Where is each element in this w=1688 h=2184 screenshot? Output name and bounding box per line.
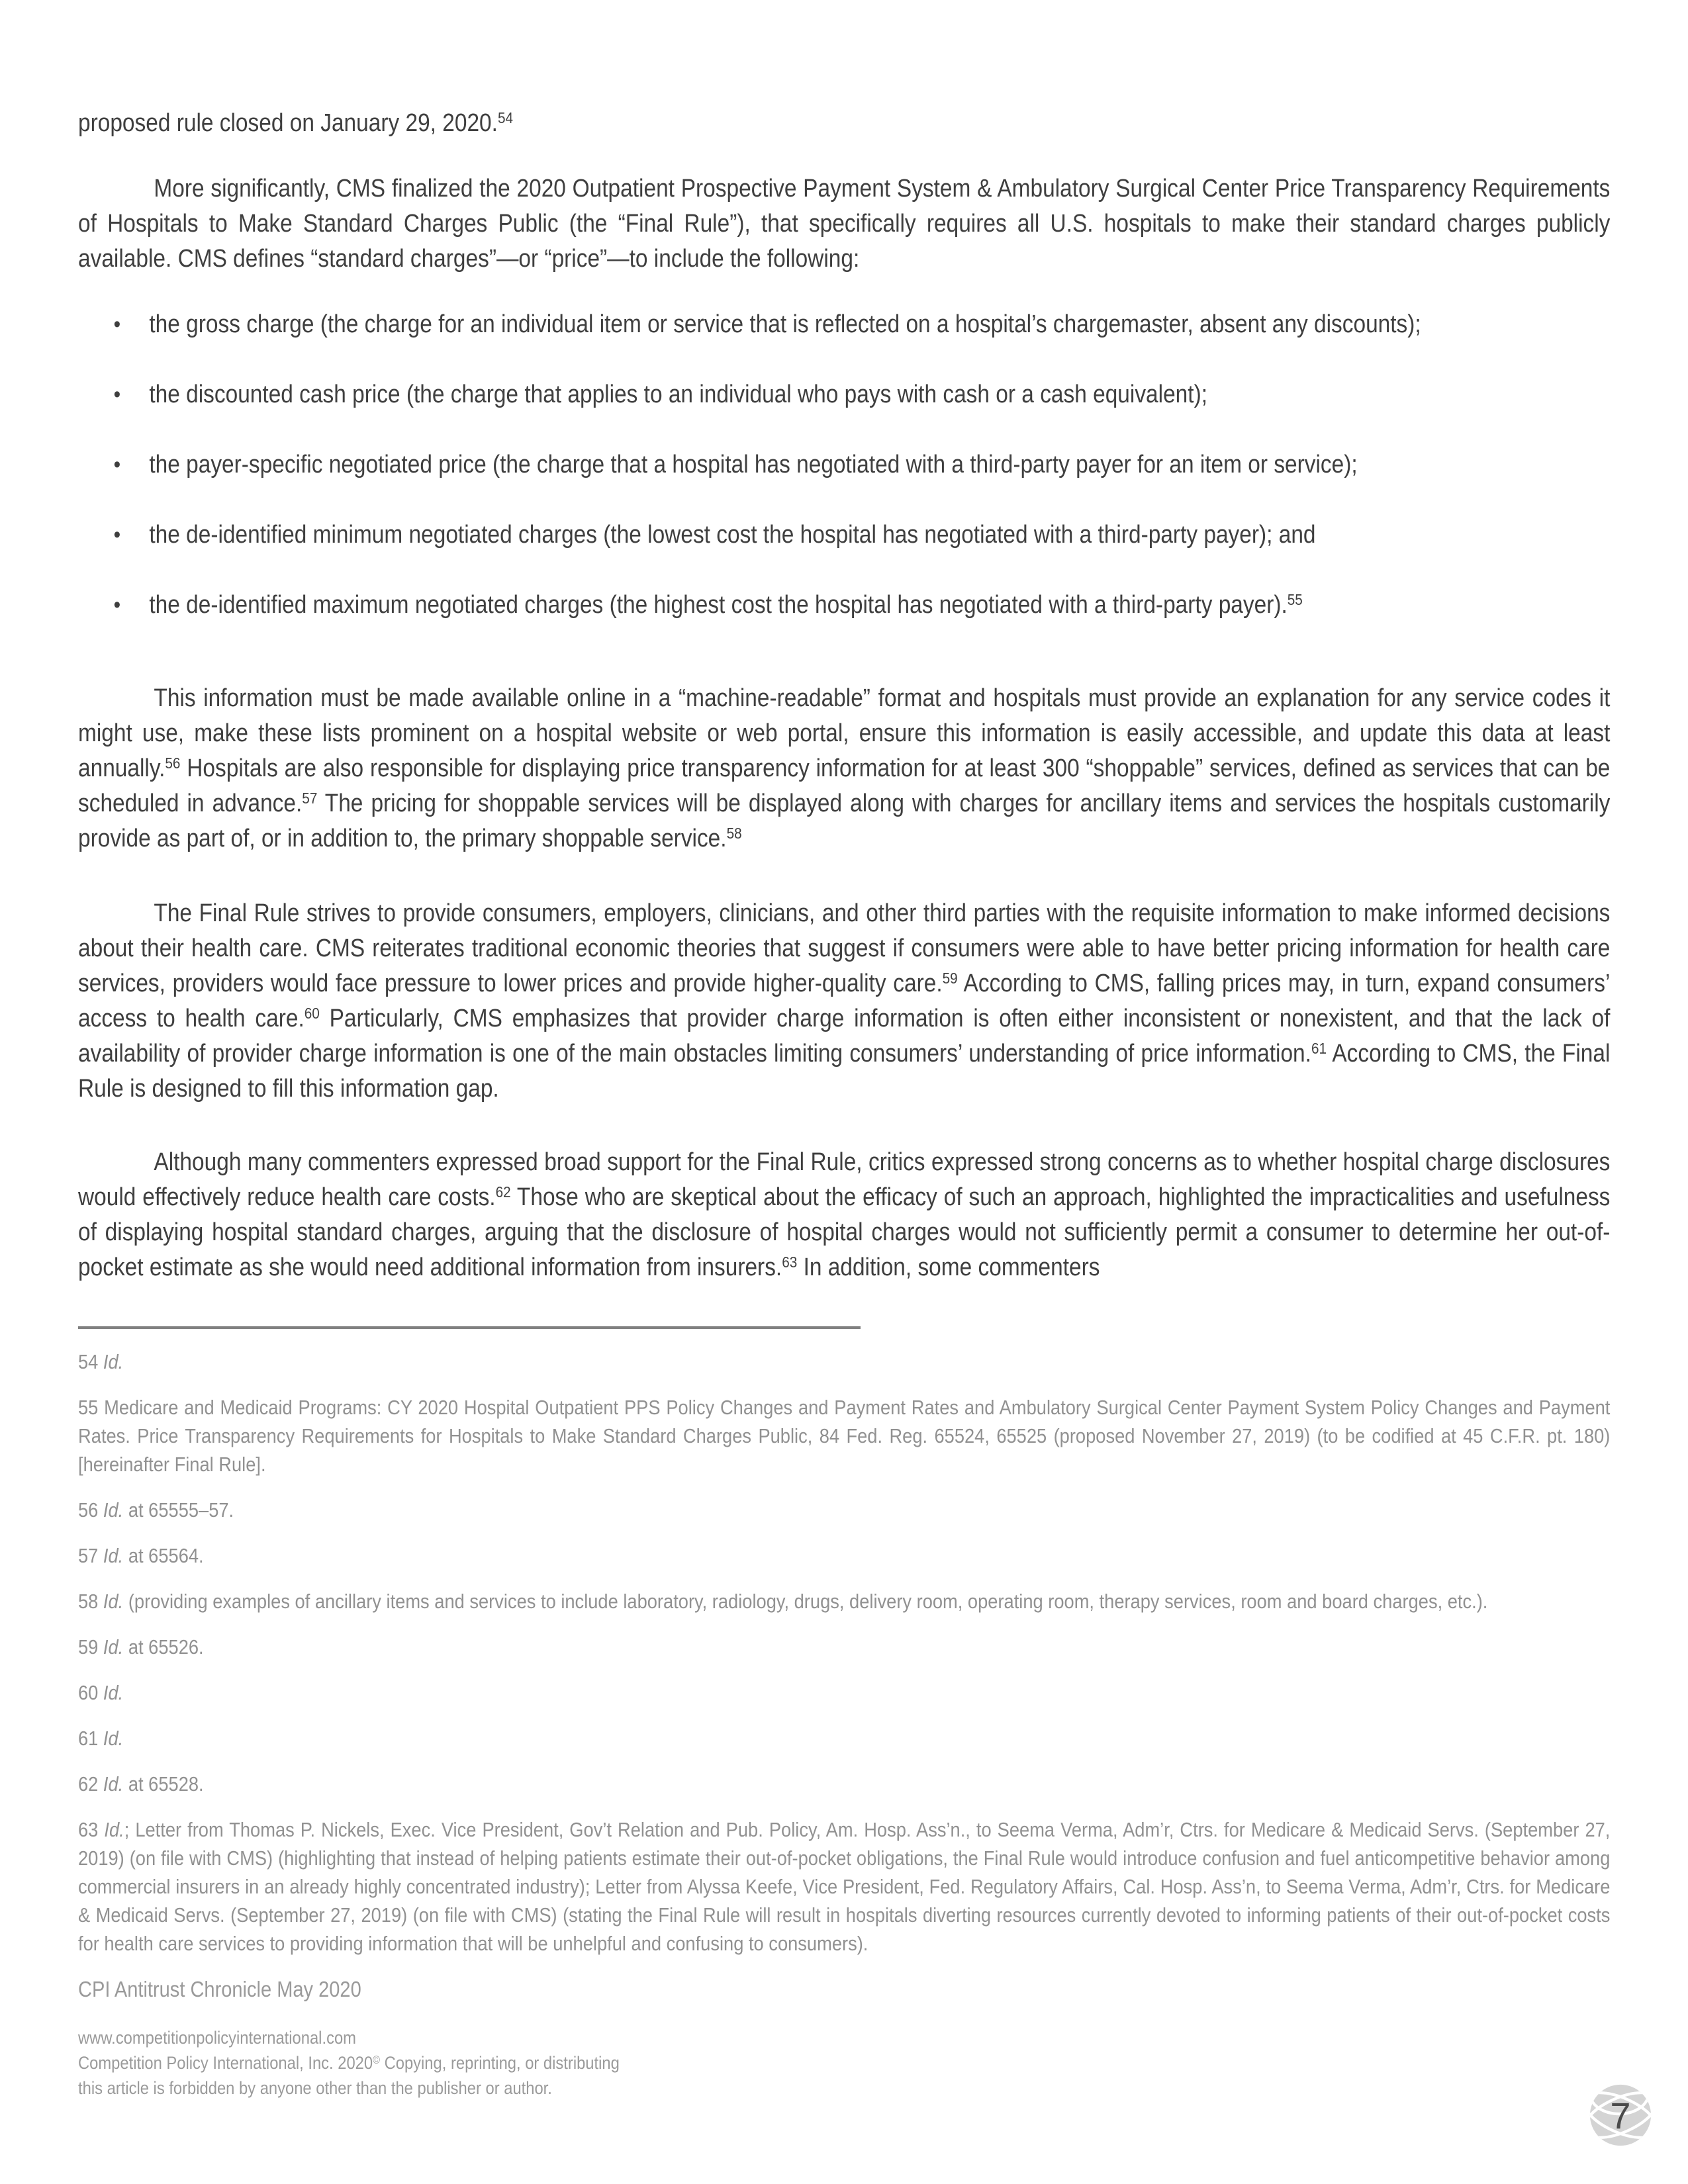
page-footer <box>78 2025 1610 2101</box>
bullet-icon: • <box>113 592 121 617</box>
page-number: 7 <box>1610 2094 1631 2136</box>
footnotes-section <box>78 1347 1610 2101</box>
body-paragraph: Although many commenters expressed broad support for the Final Rule, critics expressed strong concerns as to whether hospital charge disclosures would effectively reduce health care costs.$^{62}$ Those who are skeptical about the efficacy of such an approach, highlighted the impracticalities and usefulness of displaying hospital standard charges, arguing that the disclosure of hospital charges would not sufficiently permit a consumer to determine her out-of-pocket estimate as she would need additional information from insurers.$^{63}$ In addition, some commenters <box>78 1148 1611 1281</box>
bullet-text: the gross charge (the charge for an individual item or service that is reflected on a hospital’s chargemaster, absent any discounts); <box>149 310 1421 338</box>
footnote-separator <box>78 1326 861 1329</box>
bullet-item <box>114 588 1611 623</box>
footer-copyright-line: Competition Policy International, Inc. 2020© Copying, reprinting, or distributing <box>78 2053 620 2073</box>
footnote-62: 62 Id. at 65528. <box>78 1772 204 1796</box>
bullet-list <box>78 307 1610 623</box>
bullet-icon: • <box>113 312 121 337</box>
bullet-item <box>114 307 1611 342</box>
bullet-text: the de-identified maximum negotiated charges (the highest cost the hospital has negotiated with a third-party payer).$^{55}$ <box>149 591 1303 619</box>
bullet-text: the discounted cash price (the charge that applies to an individual who pays with cash or a cash equivalent); <box>149 381 1208 408</box>
bullet-item <box>114 377 1611 412</box>
bullet-icon: • <box>113 452 121 477</box>
footnote-61: 61 Id. <box>78 1727 124 1750</box>
body-paragraph: proposed rule closed on January 29, 2020.54 <box>78 109 514 137</box>
footnote-63: 63 Id.; Letter from Thomas P. Nickels, Exec. Vice President, Gov’t Relation and Pub. Policy, Am. Hosp. Ass’n., to Seema Verma, Adm’r, Ctrs. for Medicare & Medicaid Servs. (September 27, 2019) (on file with CMS) (highlighting that instead of helping patients estimate their out-of-pocket obligations, the Final Rule would introduce confusion and fuel anticompetitive behavior among commercial insurers in an already highly concentrated industry); Letter from Alyssa Keefe, Vice President, Fed. Regulatory Affairs, Cal. Hosp. Ass’n, to Seema Verma, Adm’r, Ctrs. for Medicare & Medicaid Servs. (September 27, 2019) (on file with CMS) (stating the Final Rule will result in hospitals diverting resources currently devoted to informing patients of their out-of-pocket costs for health care services to providing information that will be unhelpful and confusing to consumers). <box>78 1818 1611 1955</box>
footnote-58: 58 Id. (providing examples of ancillary items and services to include laboratory, radiology, drugs, delivery room, operating room, therapy services, room and board charges, etc.). <box>78 1590 1488 1613</box>
bullet-icon: • <box>113 382 121 407</box>
bullet-text: the payer-specific negotiated price (the charge that a hospital has negotiated with a third-party payer for an item or service); <box>149 451 1358 478</box>
page-content <box>78 106 1688 2101</box>
footnote-59: 59 Id. at 65526. <box>78 1635 204 1659</box>
footnote-56: 56 Id. at 65555–57. <box>78 1498 234 1522</box>
footnote-55: 55 Medicare and Medicaid Programs: CY 2020 Hospital Outpatient PPS Policy Changes and Payment Rates and Ambulatory Surgical Center Payment System Policy Changes and Payment Rates. Price Transparency Requirements for Hospitals to Make Standard Charges Public, 84 Fed. Reg. 65524, 65525 (proposed November 27, 2019) (to be codified at 45 C.F.R. pt. 180) [hereinafter Final Rule]. <box>78 1396 1611 1476</box>
body-paragraph: More significantly, CMS finalized the 2020 Outpatient Prospective Payment System & Ambulatory Surgical Center Price Transparency Requirements of Hospitals to Make Standard Charges Public (the “Final Rule”), that specifically requires all U.S. hospitals to make their standard charges publicly available. CMS defines “standard charges”—or “price”—to include the following: <box>78 175 1611 273</box>
bullet-item <box>114 447 1611 482</box>
footnote-57: 57 Id. at 65564. <box>78 1544 204 1567</box>
bullet-item <box>114 518 1611 553</box>
footer-notice-line: this article is forbidden by anyone other than the publisher or author. <box>78 2078 552 2098</box>
bullet-icon: • <box>113 522 121 547</box>
bullet-text: the de-identified minimum negotiated charges (the lowest cost the hospital has negotiated with a third-party payer); and <box>149 521 1316 549</box>
journal-line: CPI Antitrust Chronicle May 2020 <box>78 1977 361 2001</box>
body-paragraph: This information must be made available online in a “machine-readable” format and hospitals must provide an explanation for any service codes it might use, make these lists prominent on a hospital website or web portal, ensure this information is easily accessible, and update this data at least annually.$^{56}$ Hospitals are also responsible for displaying price transparency information for at least 300 “shoppable” services, defined as services that can be scheduled in advance.$^{57}$ The pricing for shoppable services will be displayed along with charges for ancillary items and services the hospitals customarily provide as part of, or in addition to, the primary shoppable service.$^{58}$ <box>78 684 1611 852</box>
body-paragraph: The Final Rule strives to provide consumers, employers, clinicians, and other third parties with the requisite information to make informed decisions about their health care. CMS reiterates traditional economic theories that suggest if consumers were able to have better pricing information for health care services, providers would face pressure to lower prices and provide higher-quality care.$^{59}$ According to CMS, falling prices may, in turn, expand consumers’ access to health care.$^{60}$ Particularly, CMS emphasizes that provider charge information is often either inconsistent or nonexistent, and that the lack of availability of provider charge information is one of the main obstacles limiting consumers’ understanding of price information.$^{61}$ According to CMS, the Final Rule is designed to fill this information gap. <box>78 899 1611 1103</box>
page-number-badge <box>1589 2083 1652 2147</box>
footer-url: www.competitionpolicyinternational.com <box>78 2028 356 2048</box>
body-text-block <box>78 106 1610 1285</box>
footnote-54: 54 Id. <box>78 1350 124 1373</box>
footnote-60: 60 Id. <box>78 1681 124 1704</box>
